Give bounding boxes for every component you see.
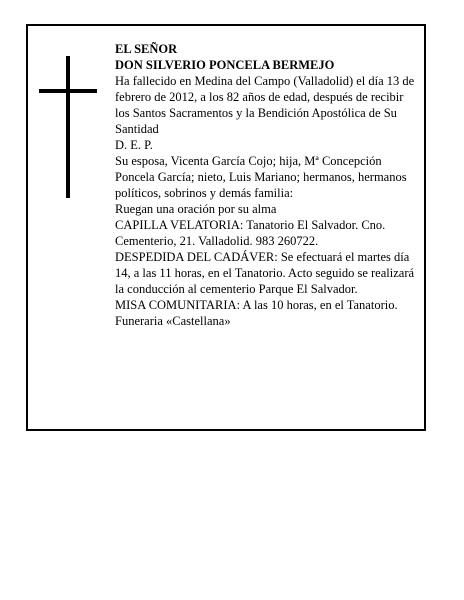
notice-text: [115, 41, 421, 329]
prayer-request: Ruegan una oración por su alma: [115, 202, 277, 216]
cross-icon: [39, 56, 97, 198]
funeral-home: Funeraria «Castellana»: [115, 314, 231, 328]
cross-vertical-bar: [66, 56, 70, 198]
cross-horizontal-bar: [39, 89, 97, 93]
farewell-info: DESPEDIDA DEL CADÁVER: Se efectuará el martes día 14, a las 11 horas, en el Tanatorio. Acto seguido se realizará la conducción al cementerio Parque El Salvador.: [115, 250, 415, 296]
mass-info: MISA COMUNITARIA: A las 10 horas, en el Tanatorio.: [115, 298, 398, 312]
rip-text: D. E. P.: [115, 138, 153, 152]
family-list: Su esposa, Vicenta García Cojo; hija, Mª Concepción Poncela García; nieto, Luis Mariano; hermanos, hermanos políticos, sobrinos y demás familia:: [115, 154, 407, 200]
notice-heading-name: DON SILVERIO PONCELA BERMEJO: [115, 58, 335, 72]
death-announcement: Ha fallecido en Medina del Campo (Valladolid) el día 13 de febrero de 2012, a los 82 años de edad, después de recibir los Santos Sacramentos y la Bendición Apostólica de Su Santidad: [115, 74, 415, 136]
notice-heading-title: EL SEÑOR: [115, 42, 178, 56]
obituary-notice: [26, 24, 426, 431]
chapel-info: CAPILLA VELATORIA: Tanatorio El Salvador. Cno. Cementerio, 21. Valladolid. 983 260722.: [115, 218, 386, 248]
